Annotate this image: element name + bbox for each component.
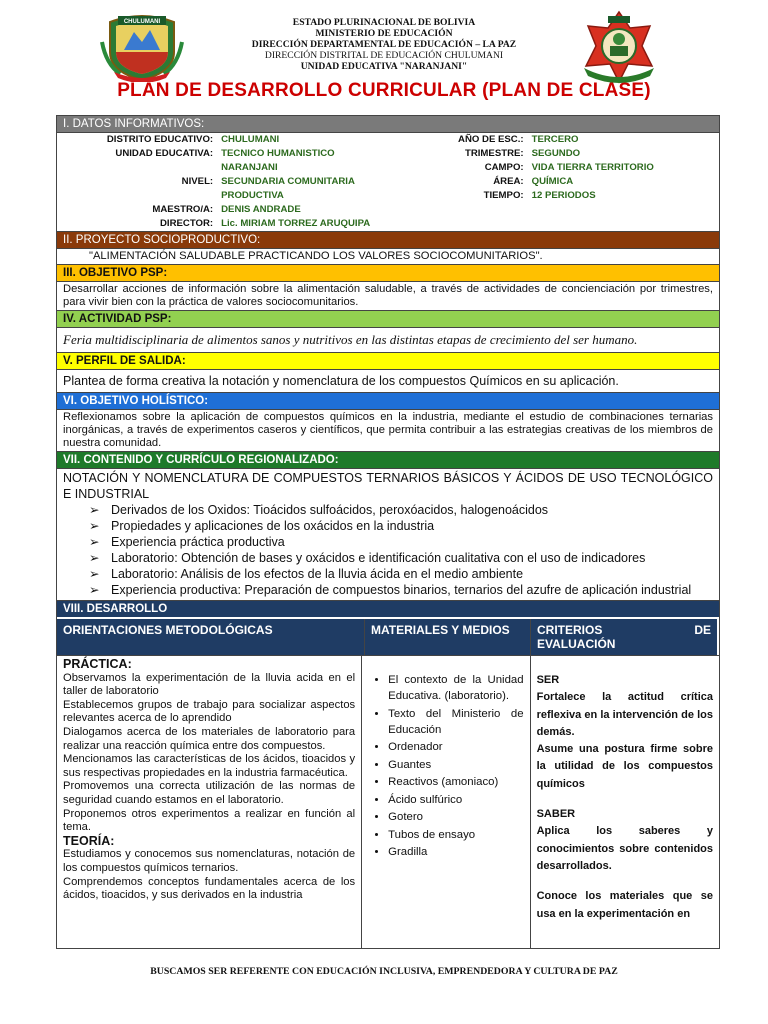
desarrollo-header-row <box>57 619 719 656</box>
datos-value: QUÍMICA <box>531 176 574 187</box>
page-footer: BUSCAMOS SER REFERENTE CON EDUCACIÓN INCLUSIVA, EMPRENDEDORA Y CULTURA DE PAZ <box>150 966 618 977</box>
section-datos-heading: I. DATOS INFORMATIVOS: <box>57 116 719 133</box>
datos-row <box>57 175 387 203</box>
contenido-item <box>89 502 713 518</box>
arrow-bullet-icon: ➢ <box>89 519 100 533</box>
datos-value: SECUNDARIA COMUNITARIA PRODUCTIVA <box>221 176 355 201</box>
contenido-item <box>89 534 713 550</box>
page-header <box>0 0 768 112</box>
section-contenido-heading <box>57 452 719 469</box>
datos-label: CAMPO: <box>484 162 524 173</box>
datos-row <box>387 175 717 189</box>
section-actividad-psp-heading <box>57 311 719 328</box>
criterios-header-line1 <box>537 623 711 637</box>
header-lines <box>200 17 568 72</box>
datos-value: 12 PERIODOS <box>531 190 596 201</box>
practica-title: PRÁCTICA: <box>63 657 132 671</box>
datos-label: DIRECTOR: <box>160 218 214 229</box>
contenido-item <box>89 582 713 598</box>
col-materiales-header: MATERIALES Y MEDIOS <box>365 619 531 655</box>
materiales-list <box>366 672 523 860</box>
datos-value: TERCERO <box>531 134 579 145</box>
teoria-line: Comprendemos conceptos fundamentales acerca de los ácidos, tioacidos, y sus derivados en la industria <box>63 875 356 902</box>
col-orientaciones-header: ORIENTACIONES METODOLÓGICAS <box>57 619 365 655</box>
material-item: • Gotero <box>388 809 523 825</box>
section-proyecto-text: "ALIMENTACIÓN SALUDABLE PRACTICANDO LOS VALORES SOCIOCOMUNITARIOS". <box>57 249 719 265</box>
col-materiales-body <box>362 656 530 948</box>
contenido-item-text: Experiencia práctica productiva <box>111 535 285 549</box>
datos-left-column <box>57 133 387 231</box>
objetivo-psp-heading-text: III. OBJETIVO PSP: <box>63 267 168 279</box>
criterios-header-line2: EVALUACIÓN <box>537 637 616 651</box>
datos-row <box>387 189 717 203</box>
criterios-header-word: DE <box>694 623 711 637</box>
perfil-heading-text: V. PERFIL DE SALIDA: <box>63 355 186 367</box>
datos-row <box>57 147 387 175</box>
datos-row <box>57 217 387 231</box>
contenido-heading-text: VII. CONTENIDO Y CURRÍCULO REGIONALIZADO: <box>63 454 339 466</box>
datos-row <box>387 161 717 175</box>
header-line-school: UNIDAD EDUCATIVA "NARANJANI" <box>300 61 468 72</box>
arrow-bullet-icon: ➢ <box>89 567 100 581</box>
datos-row <box>57 203 387 217</box>
section-proyecto-heading: II. PROYECTO SOCIOPRODUCTIVO: <box>57 232 719 249</box>
datos-value: DENIS ANDRADE <box>221 204 301 215</box>
col-orientaciones-body <box>57 656 362 948</box>
datos-label: TRIMESTRE: <box>464 148 524 159</box>
section-objetivo-psp-text: Desarrollar acciones de información sobre la alimentación saludable, a través de actividades de concienciación por trimestres, para vivir bien con la práctica de valores sociocomunitarios. <box>57 282 719 311</box>
col-criterios-body <box>531 656 719 948</box>
arrow-bullet-icon: ➢ <box>89 551 100 565</box>
section-perfil-heading <box>57 353 719 370</box>
datos-row <box>387 147 717 161</box>
objetivo-holistico-heading-text: VI. OBJETIVO HOLÍSTICO: <box>63 395 209 407</box>
section-datos-body <box>57 133 719 232</box>
material-item: • Guantes <box>388 757 523 773</box>
practica-line: Promovemos una correcta utilización de las normas de seguridad cuando estamos en el laboratorio. <box>63 780 356 806</box>
contenido-item <box>89 518 713 534</box>
desarrollo-body-row <box>57 656 719 948</box>
datos-value: SEGUNDO <box>531 148 581 159</box>
practica-line: Mencionamos las características de los ácidos, tioacidos y sus respectivas propiedades en la industria farmacéutica. <box>63 753 356 779</box>
datos-value: Lic. MIRIAM TORREZ ARUQUIPA <box>221 218 371 229</box>
desarrollo-heading-text: VIII. DESARROLLO <box>63 603 168 615</box>
contenido-item-text: Propiedades y aplicaciones de los oxácidos en la industria <box>111 519 435 533</box>
datos-label: TIEMPO: <box>483 190 524 201</box>
header-line-department: DIRECCIÓN DEPARTAMENTAL DE EDUCACIÓN – LA PAZ <box>251 39 517 50</box>
header-line-state: ESTADO PLURINACIONAL DE BOLIVIA <box>292 17 476 28</box>
datos-label: NIVEL: <box>181 176 214 187</box>
ser-line: Fortalece la actitud crítica reflexiva en la intervención de los demás. <box>536 691 714 738</box>
practica-line: Dialogamos acerca de los materiales de laboratorio para realizar una reacción química entre dos compuestos. <box>63 725 356 752</box>
section-objetivo-holistico-text: Reflexionamos sobre la aplicación de compuestos químicos en la industria, mediante el estudio de combinaciones ternarias inorgánicas, a través de experimentos caseros y científicos, que permita contribuir a las estrategias creativas de los miembros de nuestra comunidad. <box>57 410 719 452</box>
section-actividad-psp-text: Feria multidisciplinaria de alimentos sanos y nutritivos en las distintas etapas de crecimiento del ser humano. <box>57 328 719 353</box>
contenido-item-text: Derivados de los Oxidos: Tioácidos sulfoácidos, peroxóacidos, halogenoácidos <box>111 503 549 517</box>
contenido-item <box>89 550 713 566</box>
logo-left-text: CHULUMANI <box>123 19 161 25</box>
contenido-item-text: Experiencia productiva: Preparación de compuestos binarios, ternarios del azufre de aplicación industrial <box>111 583 692 597</box>
saber-title: SABER <box>536 808 576 821</box>
school-crest-logo <box>100 12 184 82</box>
datos-value: TECNICO HUMANISTICO NARANJANI <box>221 148 335 173</box>
material-item: • Gradilla <box>388 844 523 860</box>
lesson-plan-table <box>56 115 720 949</box>
section-contenido-body <box>57 469 719 601</box>
section-desarrollo-heading <box>57 601 719 619</box>
arrow-bullet-icon: ➢ <box>89 535 100 549</box>
header-line-district: DIRECCIÓN DISTRITAL DE EDUCACIÓN CHULUMANI <box>264 50 504 61</box>
page-title: PLAN DE DESARROLLO CURRICULAR (PLAN DE CLASE) <box>117 80 651 101</box>
datos-value: CHULUMANI <box>221 134 280 145</box>
material-item: • Reactivos (amoniaco) <box>388 774 523 790</box>
teoria-title: TEORÍA: <box>63 833 115 848</box>
practica-line: Proponemos otros experimentos a realizar en función al tema. <box>63 807 356 834</box>
school-emblem-logo <box>578 6 660 86</box>
material-item: • Ordenador <box>388 739 523 755</box>
teoria-line: Estudiamos y conocemos sus nomenclaturas, notación de los compuestos químicos ternarios. <box>63 848 356 874</box>
actividad-psp-heading-text: IV. ACTIVIDAD PSP: <box>63 313 172 325</box>
section-objetivo-holistico-heading <box>57 393 719 410</box>
material-item: • Ácido sulfúrico <box>388 792 523 808</box>
contenido-item-text: Laboratorio: Análisis de los efectos de la lluvia ácida en el medio ambiente <box>111 567 524 581</box>
contenido-list <box>63 502 713 598</box>
datos-label: DISTRITO EDUCATIVO: <box>106 134 214 145</box>
col-criterios-header <box>531 619 717 655</box>
contenido-item-text: Laboratorio: Obtención de bases y oxácidos e identificación cualitativa con el uso de indicadores <box>111 551 646 565</box>
section-objetivo-psp-heading <box>57 265 719 282</box>
datos-row <box>387 133 717 147</box>
datos-label: AÑO DE ESC.: <box>458 134 524 145</box>
datos-right-column <box>387 133 717 231</box>
practica-line: Establecemos grupos de trabajo para socializar aspectos relevantes acerca de lo aprendido <box>63 698 356 725</box>
datos-row <box>57 133 387 147</box>
saber-line: Aplica los saberes y conocimientos sobre contenidos desarrollados. <box>536 825 714 872</box>
datos-label: UNIDAD EDUCATIVA: <box>115 148 214 159</box>
material-item: • Texto del Ministerio de Educación <box>388 706 523 738</box>
datos-label: MAESTRO/A: <box>152 204 214 215</box>
material-item: • Tubos de ensayo <box>388 827 523 843</box>
material-item: • El contexto de la Unidad Educativa. (laboratorio). <box>388 672 523 704</box>
arrow-bullet-icon: ➢ <box>89 583 100 597</box>
datos-value: VIDA TIERRA TERRITORIO <box>531 162 654 173</box>
datos-label: ÁREA: <box>493 176 524 187</box>
contenido-intro: NOTACIÓN Y NOMENCLATURA DE COMPUESTOS TERNARIOS BÁSICOS Y ÁCIDOS DE USO TECNOLÓGICO E INDUSTRIAL <box>63 471 713 501</box>
ser-title: SER <box>536 674 560 686</box>
contenido-item <box>89 566 713 582</box>
section-perfil-text: Plantea de forma creativa la notación y nomenclatura de los compuestos Químicos en su aplicación. <box>57 370 719 393</box>
ser-line: Asume una postura firme sobre la utilidad de los compuestos químicos <box>536 743 714 790</box>
practica-line: Observamos la experimentación de la lluvia acida en el taller de laboratorio <box>63 671 356 698</box>
header-line-ministry: MINISTERIO DE EDUCACIÓN <box>315 28 453 39</box>
saber-line: Conoce los materiales que se usa en la experimentación en <box>536 890 714 920</box>
criterios-header-word: CRITERIOS <box>537 623 603 637</box>
arrow-bullet-icon: ➢ <box>89 503 100 517</box>
